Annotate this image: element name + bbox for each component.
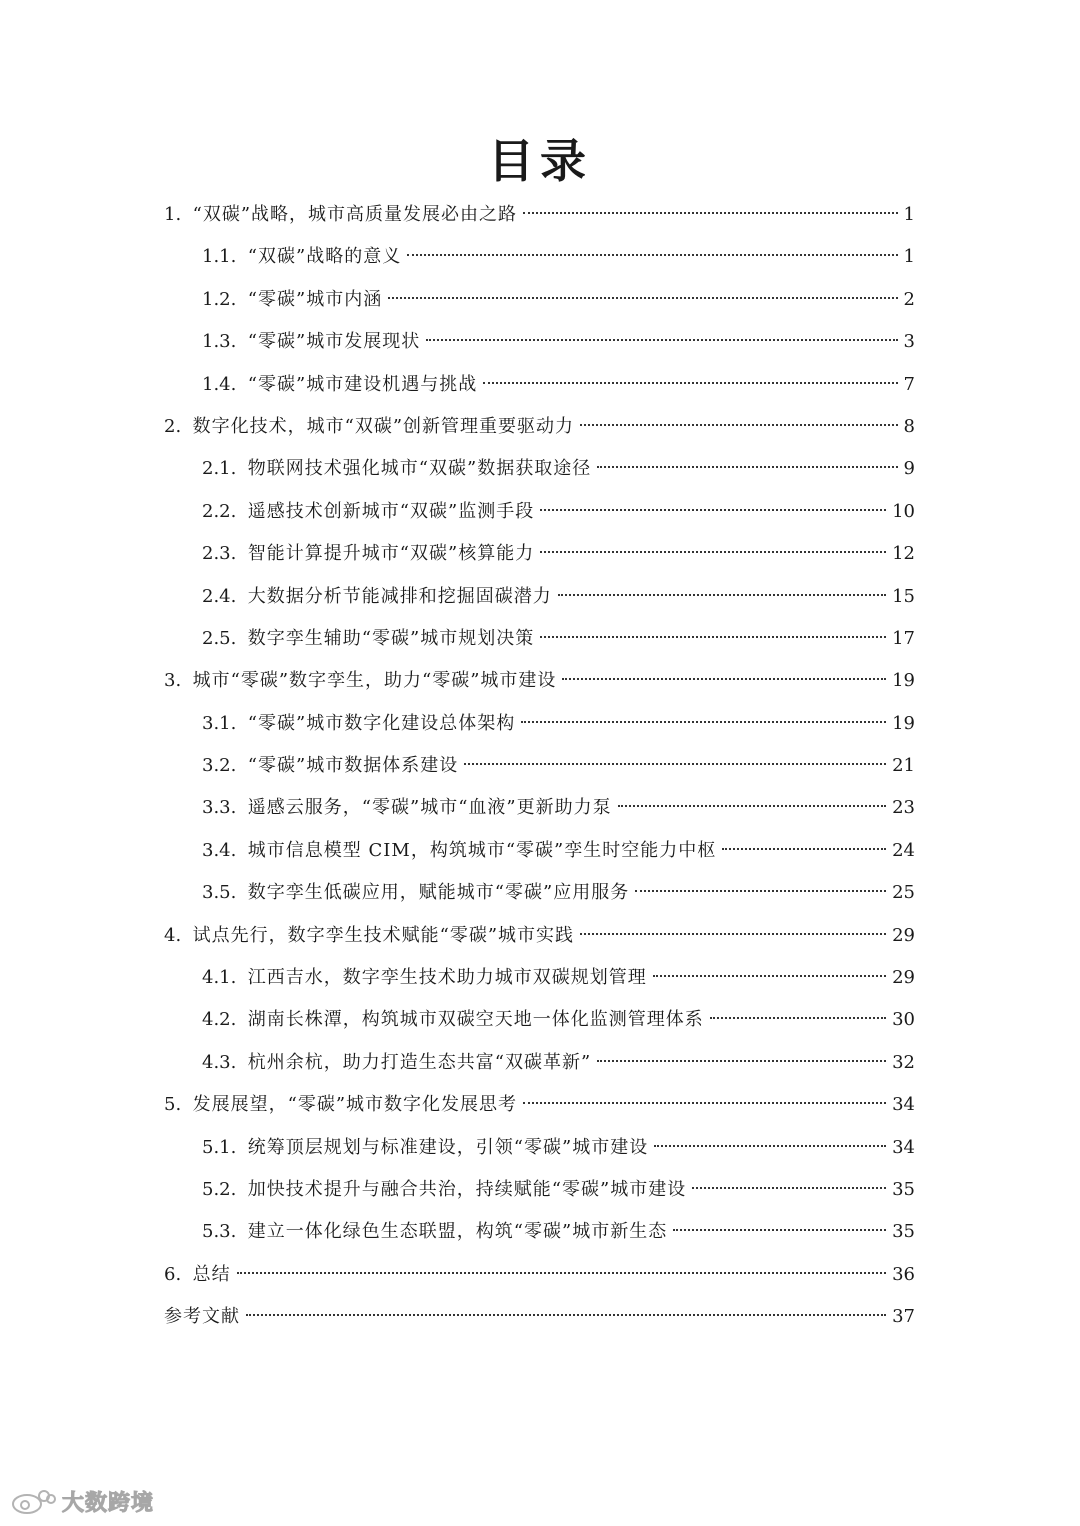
toc-page-number: 8 <box>903 415 915 437</box>
toc-entry-number: 1.2. <box>202 288 248 310</box>
toc-dot-leader <box>237 1272 886 1274</box>
toc-subentry[interactable] <box>164 703 915 745</box>
toc-page-number: 35 <box>892 1221 915 1243</box>
toc-dot-leader <box>540 636 886 638</box>
toc-subentry[interactable] <box>164 1211 915 1253</box>
toc-dot-leader <box>388 297 897 299</box>
toc-dot-leader <box>562 678 886 680</box>
toc-dot-leader <box>580 424 898 426</box>
toc-page-number: 30 <box>892 1009 915 1031</box>
toc-subentry[interactable] <box>164 830 915 872</box>
toc-subentry[interactable] <box>164 576 915 618</box>
table-of-contents <box>164 194 915 1339</box>
toc-dot-leader <box>523 212 898 214</box>
toc-page-number: 34 <box>892 1094 915 1116</box>
toc-dot-leader <box>673 1229 886 1231</box>
toc-page-number: 2 <box>903 288 915 310</box>
toc-entry[interactable] <box>164 660 915 702</box>
watermark <box>10 1486 154 1516</box>
toc-entry-title: 参考文献 <box>164 1306 240 1328</box>
toc-entry-number: 6. <box>164 1263 193 1285</box>
toc-entry-number: 2.5. <box>202 627 248 649</box>
toc-dot-leader <box>692 1187 886 1189</box>
toc-entry-number: 2. <box>164 415 193 437</box>
toc-entry-title: 遥感技术创新城市“双碳”监测手段 <box>247 500 535 522</box>
toc-entry-number: 3.2. <box>202 755 248 777</box>
toc-dot-leader <box>635 890 886 892</box>
toc-page-number: 1 <box>903 246 915 268</box>
toc-entry-title: “零碳”城市数字化建设总体架构 <box>247 712 516 734</box>
toc-entry[interactable] <box>164 406 915 448</box>
toc-entry-number: 2.2. <box>202 500 248 522</box>
toc-entry-title: “零碳”城市数据体系建设 <box>247 755 459 777</box>
toc-page-number: 32 <box>892 1051 915 1073</box>
toc-entry-number: 5.2. <box>202 1178 248 1200</box>
toc-subentry[interactable] <box>164 364 915 406</box>
watermark-text: 大数跨境 <box>62 1490 155 1516</box>
toc-dot-leader <box>483 382 897 384</box>
toc-entry-title: 湖南长株潭，构筑城市双碳空天地一体化监测管理体系 <box>247 1009 704 1031</box>
toc-page-number: 10 <box>892 500 915 522</box>
toc-dot-leader <box>722 848 886 850</box>
toc-entry-title: 江西吉水，数字孪生技术助力城市双碳规划管理 <box>247 967 647 989</box>
toc-subentry[interactable] <box>164 236 915 278</box>
toc-entry-title: 大数据分析节能减排和挖掘固碳潜力 <box>247 585 552 607</box>
toc-dot-leader <box>618 805 886 807</box>
toc-entry[interactable] <box>164 1296 915 1338</box>
toc-page-number: 29 <box>892 924 915 946</box>
toc-page-number: 35 <box>892 1178 915 1200</box>
toc-entry-title: “零碳”城市发展现状 <box>247 331 421 353</box>
toc-page-number: 19 <box>892 712 915 734</box>
toc-entry-number: 1.1. <box>202 246 248 268</box>
toc-entry-number: 1.3. <box>202 331 248 353</box>
weibo-logo-icon <box>10 1487 56 1515</box>
toc-entry-title: “零碳”城市内涵 <box>247 288 383 310</box>
toc-subentry[interactable] <box>164 533 915 575</box>
toc-page-number: 21 <box>892 755 915 777</box>
toc-subentry[interactable] <box>164 279 915 321</box>
toc-dot-leader <box>407 254 897 256</box>
toc-subentry[interactable] <box>164 787 915 829</box>
toc-subentry[interactable] <box>164 1169 915 1211</box>
toc-entry-number: 3.3. <box>202 797 248 819</box>
toc-entry-number: 3.4. <box>202 839 248 861</box>
toc-subentry[interactable] <box>164 1127 915 1169</box>
toc-page-number: 3 <box>903 331 915 353</box>
toc-page-number: 12 <box>892 543 915 565</box>
toc-dot-leader <box>710 1017 886 1019</box>
toc-entry-number: 3.1. <box>202 712 248 734</box>
toc-entry-number: 1.4. <box>202 373 248 395</box>
toc-entry-number: 5.3. <box>202 1221 248 1243</box>
toc-entry-title: “双碳”战略的意义 <box>247 246 402 268</box>
toc-page-number: 7 <box>903 373 915 395</box>
toc-subentry[interactable] <box>164 872 915 914</box>
toc-page-number: 23 <box>892 797 915 819</box>
toc-entry-number: 5.1. <box>202 1136 248 1158</box>
toc-page-number: 9 <box>903 458 915 480</box>
toc-dot-leader <box>597 466 897 468</box>
toc-page-number: 29 <box>892 967 915 989</box>
toc-entry-title: 城市“零碳”数字孪生，助力“零碳”城市建设 <box>192 670 557 692</box>
toc-entry[interactable] <box>164 915 915 957</box>
toc-page-number: 1 <box>903 204 915 225</box>
toc-entry-title: 发展展望，“零碳”城市数字化发展思考 <box>192 1094 518 1116</box>
toc-subentry[interactable] <box>164 491 915 533</box>
toc-dot-leader <box>523 1102 886 1104</box>
toc-entry-number: 2.3. <box>202 543 248 565</box>
toc-entry-title: 智能计算提升城市“双碳”核算能力 <box>247 543 535 565</box>
toc-entry-title: “双碳”战略，城市高质量发展必由之路 <box>192 204 518 225</box>
toc-dot-leader <box>580 933 886 935</box>
toc-subentry[interactable] <box>164 745 915 787</box>
toc-page-number: 17 <box>892 627 915 649</box>
toc-page-number: 37 <box>892 1306 915 1328</box>
toc-entry-title: 杭州余杭，助力打造生态共富“双碳革新” <box>247 1051 592 1073</box>
toc-dot-leader <box>426 339 897 341</box>
toc-entry-title: 数字孪生辅助“零碳”城市规划决策 <box>247 627 535 649</box>
toc-entry-title: 遥感云服务，“零碳”城市“血液”更新助力泵 <box>247 797 612 819</box>
toc-entry-title: “零碳”城市建设机遇与挑战 <box>247 373 478 395</box>
toc-dot-leader <box>654 1145 886 1147</box>
toc-page-number: 25 <box>892 882 915 904</box>
toc-entry-number: 1. <box>164 204 193 225</box>
toc-entry-number: 3.5. <box>202 882 248 904</box>
page-title: 目录 <box>488 134 592 188</box>
toc-entry-title: 物联网技术强化城市“双碳”数据获取途径 <box>247 458 592 480</box>
toc-dot-leader <box>246 1314 886 1316</box>
toc-dot-leader <box>597 1060 886 1062</box>
toc-entry[interactable] <box>164 1084 915 1126</box>
toc-subentry[interactable] <box>164 448 915 490</box>
toc-entry-title: 试点先行，数字孪生技术赋能“零碳”城市实践 <box>192 924 575 946</box>
toc-dot-leader <box>521 721 886 723</box>
toc-page-number: 15 <box>892 585 915 607</box>
toc-page-number: 34 <box>892 1136 915 1158</box>
toc-page-number: 19 <box>892 670 915 692</box>
toc-dot-leader <box>540 551 886 553</box>
toc-entry-title: 城市信息模型 CIM，构筑城市“零碳”孪生时空能力中枢 <box>247 839 717 861</box>
toc-entry-title: 建立一体化绿色生态联盟，构筑“零碳”城市新生态 <box>247 1221 668 1243</box>
toc-entry-number: 2.1. <box>202 458 248 480</box>
toc-entry-title: 总结 <box>192 1263 231 1285</box>
toc-dot-leader <box>540 509 886 511</box>
toc-entry[interactable] <box>164 1254 915 1296</box>
toc-entry-title: 数字孪生低碳应用，赋能城市“零碳”应用服务 <box>247 882 630 904</box>
toc-dot-leader <box>464 763 886 765</box>
toc-entry-title: 数字化技术，城市“双碳”创新管理重要驱动力 <box>192 415 575 437</box>
toc-entry-number: 4.1. <box>202 967 248 989</box>
toc-entry-number: 5. <box>164 1094 193 1116</box>
toc-entry-number: 2.4. <box>202 585 248 607</box>
toc-dot-leader <box>653 975 886 977</box>
toc-page-number: 24 <box>892 839 915 861</box>
toc-subentry[interactable] <box>164 999 915 1041</box>
toc-entry[interactable] <box>164 194 915 236</box>
toc-entry-number: 3. <box>164 670 193 692</box>
toc-page-number: 36 <box>892 1263 915 1285</box>
toc-subentry[interactable] <box>164 957 915 999</box>
toc-entry-number: 4.2. <box>202 1009 248 1031</box>
toc-subentry[interactable] <box>164 618 915 660</box>
toc-subentry[interactable] <box>164 321 915 363</box>
toc-entry-number: 4.3. <box>202 1051 248 1073</box>
toc-entry-title: 加快技术提升与融合共治，持续赋能“零碳”城市建设 <box>247 1178 687 1200</box>
toc-dot-leader <box>558 594 886 596</box>
toc-subentry[interactable] <box>164 1042 915 1084</box>
toc-entry-number: 4. <box>164 924 193 946</box>
toc-entry-title: 统筹顶层规划与标准建设，引领“零碳”城市建设 <box>247 1136 649 1158</box>
